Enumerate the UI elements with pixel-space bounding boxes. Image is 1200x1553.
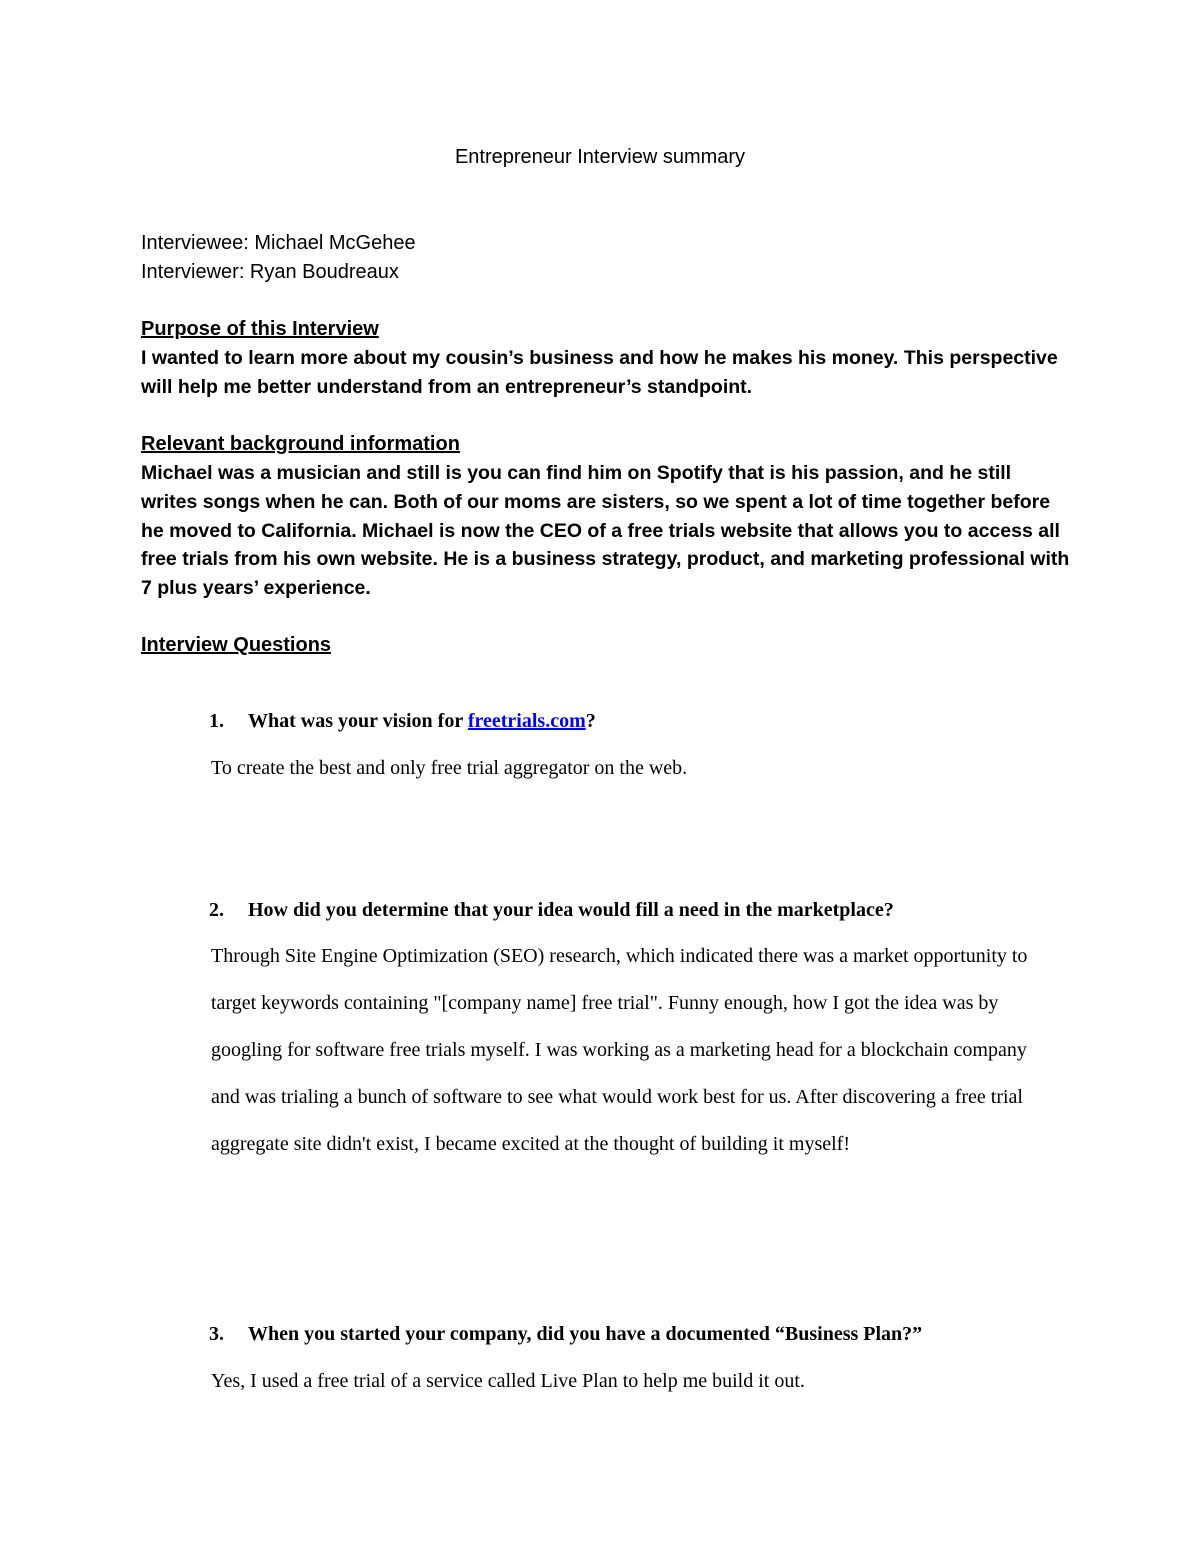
answer-2: Through Site Engine Optimization (SEO) research, which indicated there was a market opportunity to target keywords containing "[company name] free trial". Funny enough, how I got the idea was by googling for software free trials myself. I was working as a marketing head for a blockchain company and was trialing a bunch of software to see what would work best for us. After discovering a free trial aggregate site didn't exist, I became excited at the thought of building it myself! (211, 945, 1028, 1155)
answer-3: Yes, I used a free trial of a service called Live Plan to help me build it out. (211, 1370, 805, 1392)
question-text (248, 707, 596, 735)
freetrials-link[interactable]: freetrials.com (467, 710, 586, 732)
question-text: How did you determine that your idea would fill a need in the marketplace? (248, 899, 894, 921)
document-title: Entrepreneur Interview summary (454, 146, 746, 168)
question-text-suffix: ? (585, 710, 596, 732)
question-number: 2. (209, 899, 224, 921)
background-heading: Relevant background information (141, 433, 460, 455)
question-number: 1. (209, 710, 224, 732)
background-paragraph: Michael was a musician and still is you can find him on Spotify that is his passion, and he still writes songs when he can. Both of our moms are sisters, so we spent a lot of time together before he moved to California. Michael is now the CEO of a free trials website that allows you to access all free trials from his own website. He is a business strategy, product, and marketing professional with 7 plus years’ experience. (141, 462, 1070, 600)
answer-1: To create the best and only free trial aggregator on the web. (211, 757, 688, 779)
question-number: 3. (209, 1323, 224, 1345)
interviewee-line: Interviewee: Michael McGehee (141, 232, 416, 254)
interview-questions-heading: Interview Questions (141, 634, 332, 656)
question-text: When you started your company, did you have a documented “Business Plan?” (248, 1323, 923, 1345)
purpose-paragraph: I wanted to learn more about my cousin’s business and how he makes his money. This perspective will help me better understand from an entrepreneur’s standpoint. (141, 347, 1058, 398)
question-text-prefix: What was your vision for (248, 710, 468, 732)
purpose-heading: Purpose of this Interview (141, 318, 379, 340)
interviewer-line: Interviewer: Ryan Boudreaux (141, 261, 399, 283)
